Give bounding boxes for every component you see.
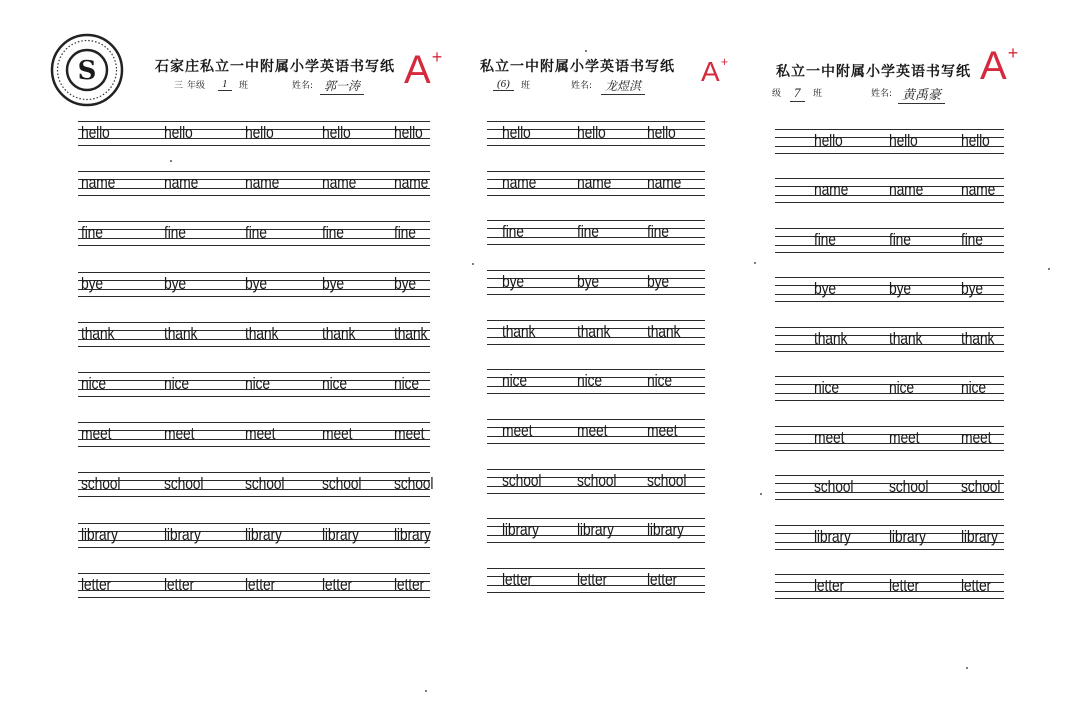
practice-word: library [577, 520, 614, 539]
practice-word: library [961, 527, 998, 546]
practice-word: hello [322, 123, 351, 142]
practice-word: fine [814, 230, 836, 249]
practice-row [775, 426, 1004, 451]
practice-word: letter [647, 570, 678, 589]
practice-word: hello [889, 131, 918, 150]
practice-word: nice [814, 378, 839, 397]
ruled-line [775, 426, 1004, 427]
practice-word: thank [164, 324, 198, 343]
practice-word: nice [502, 371, 527, 390]
practice-word: letter [577, 570, 608, 589]
practice-row [775, 277, 1004, 302]
practice-word: fine [502, 222, 524, 241]
practice-word: nice [647, 371, 672, 390]
ruled-line [775, 598, 1004, 599]
grade-mark-letter: A [701, 56, 720, 87]
practice-word: nice [889, 378, 914, 397]
ruled-line [775, 574, 1004, 575]
practice-word: nice [81, 374, 106, 393]
practice-word: name [814, 180, 849, 199]
grade-mark-plus: + [431, 47, 443, 67]
practice-word: letter [245, 575, 276, 594]
grade-mark-letter: A [980, 44, 1007, 88]
practice-row [775, 574, 1004, 599]
grade-mark-plus: + [1007, 43, 1019, 63]
practice-word: meet [647, 421, 678, 440]
grade-number: 三 [174, 81, 184, 91]
practice-word: letter [394, 575, 425, 594]
practice-word: letter [322, 575, 353, 594]
practice-word: name [245, 173, 280, 192]
practice-word: hello [245, 123, 274, 142]
practice-word: name [647, 173, 682, 192]
practice-word: school [577, 471, 617, 490]
practice-word: library [245, 525, 282, 544]
practice-word: hello [164, 123, 193, 142]
practice-word: meet [814, 428, 845, 447]
practice-word: bye [577, 272, 599, 291]
ruled-line [775, 450, 1004, 451]
grade-label: 年级 [187, 81, 206, 91]
practice-word: library [322, 525, 359, 544]
class-label: 班 [239, 81, 249, 91]
practice-word: bye [502, 272, 524, 291]
practice-word: thank [245, 324, 279, 343]
practice-word: thank [577, 322, 611, 341]
scan-speck [754, 262, 756, 264]
practice-word: thank [814, 329, 848, 348]
practice-word: letter [961, 576, 992, 595]
sheet-title: 私立一中附属小学英语书写纸 [776, 64, 971, 80]
practice-row [775, 525, 1004, 550]
practice-word: bye [647, 272, 669, 291]
ruled-line [775, 499, 1004, 500]
practice-word: fine [647, 222, 669, 241]
practice-word: hello [577, 123, 606, 142]
practice-word: library [647, 520, 684, 539]
practice-word: letter [164, 575, 195, 594]
grade-mark-letter: A [404, 48, 431, 92]
practice-word: hello [961, 131, 990, 150]
practice-word: letter [814, 576, 845, 595]
student-name: 郭一涛 [320, 77, 364, 95]
practice-word: name [889, 180, 924, 199]
practice-word: meet [889, 428, 920, 447]
practice-word: thank [81, 324, 115, 343]
ruled-line [775, 178, 1004, 179]
practice-word: name [577, 173, 612, 192]
practice-word: hello [647, 123, 676, 142]
class-number: 1 [218, 78, 232, 91]
practice-word: school [81, 474, 121, 493]
ruled-line [775, 228, 1004, 229]
ruled-line [775, 351, 1004, 352]
practice-word: name [164, 173, 199, 192]
practice-word: library [889, 527, 926, 546]
practice-word: nice [322, 374, 347, 393]
practice-word: hello [81, 123, 110, 142]
practice-word: school [164, 474, 204, 493]
practice-word: meet [245, 424, 276, 443]
scan-speck [585, 50, 587, 52]
ruled-line [775, 376, 1004, 377]
ruled-line [775, 327, 1004, 328]
practice-word: school [647, 471, 687, 490]
ruled-line [775, 475, 1004, 476]
practice-word: bye [814, 279, 836, 298]
practice-word: bye [164, 274, 186, 293]
practice-word: bye [394, 274, 416, 293]
name-label: 姓名: [292, 81, 314, 91]
practice-word: school [814, 477, 854, 496]
practice-word: nice [164, 374, 189, 393]
ruled-line [775, 301, 1004, 302]
practice-word: meet [961, 428, 992, 447]
student-name: 黄禹豪 [898, 84, 945, 104]
ruled-line [775, 202, 1004, 203]
ruled-line [775, 252, 1004, 253]
practice-word: bye [322, 274, 344, 293]
practice-word: school [245, 474, 285, 493]
practice-row [775, 178, 1004, 203]
practice-word: library [814, 527, 851, 546]
practice-word: nice [961, 378, 986, 397]
ruled-line [775, 525, 1004, 526]
practice-word: library [164, 525, 201, 544]
practice-word: fine [81, 223, 103, 242]
practice-word: fine [245, 223, 267, 242]
practice-word: thank [961, 329, 995, 348]
practice-word: meet [81, 424, 112, 443]
practice-word: name [502, 173, 537, 192]
name-label: 姓名: [571, 81, 593, 91]
ruled-line [775, 153, 1004, 154]
practice-word: nice [245, 374, 270, 393]
practice-word: fine [322, 223, 344, 242]
class-label: 班 [521, 81, 531, 91]
scan-speck [472, 263, 474, 265]
sheet-title: 私立一中附属小学英语书写纸 [480, 59, 675, 75]
class-number: (6) [493, 78, 514, 91]
practice-word: nice [394, 374, 419, 393]
practice-word: fine [961, 230, 983, 249]
ruled-line [775, 549, 1004, 550]
practice-word: thank [394, 324, 428, 343]
practice-word: library [81, 525, 118, 544]
practice-word: thank [889, 329, 923, 348]
ruled-line [775, 129, 1004, 130]
student-name: 龙煜淇 [601, 77, 645, 95]
name-label: 姓名: [871, 89, 893, 99]
ruled-line [775, 277, 1004, 278]
practice-word: hello [394, 123, 423, 142]
practice-row [775, 475, 1004, 500]
practice-word: thank [502, 322, 536, 341]
practice-word: hello [502, 123, 531, 142]
practice-word: bye [81, 274, 103, 293]
class-label: 班 [813, 89, 823, 99]
grade-mark [980, 43, 1019, 88]
scan-speck [760, 493, 762, 495]
grade-mark-plus: + [720, 55, 729, 69]
practice-word: hello [814, 131, 843, 150]
sheet-title: 石家庄私立一中附属小学英语书写纸 [155, 59, 395, 75]
practice-word: school [394, 474, 434, 493]
practice-word: fine [577, 222, 599, 241]
practice-row [775, 129, 1004, 154]
scan-speck [966, 667, 968, 669]
practice-word: meet [394, 424, 425, 443]
scan-speck [170, 160, 172, 162]
practice-word: name [322, 173, 357, 192]
practice-word: letter [502, 570, 533, 589]
practice-word: school [961, 477, 1001, 496]
practice-word: thank [647, 322, 681, 341]
practice-word: letter [81, 575, 112, 594]
practice-word: meet [502, 421, 533, 440]
practice-word: thank [322, 324, 356, 343]
practice-word: meet [577, 421, 608, 440]
scan-speck [1048, 268, 1050, 270]
scan-speck [425, 690, 427, 692]
practice-word: bye [961, 279, 983, 298]
practice-word: name [81, 173, 116, 192]
practice-word: fine [889, 230, 911, 249]
ruled-line [775, 400, 1004, 401]
practice-word: library [502, 520, 539, 539]
practice-row [775, 376, 1004, 401]
practice-word: fine [394, 223, 416, 242]
grade-label: 级 [772, 89, 782, 99]
practice-word: meet [164, 424, 195, 443]
practice-word: school [322, 474, 362, 493]
class-number: 7 [790, 85, 805, 102]
practice-word: meet [322, 424, 353, 443]
practice-word: library [394, 525, 431, 544]
practice-word: school [889, 477, 929, 496]
practice-word: bye [245, 274, 267, 293]
practice-word: letter [889, 576, 920, 595]
practice-word: bye [889, 279, 911, 298]
practice-word: nice [577, 371, 602, 390]
practice-row [775, 228, 1004, 253]
practice-word: name [961, 180, 996, 199]
practice-word: school [502, 471, 542, 490]
practice-word: fine [164, 223, 186, 242]
practice-row [775, 327, 1004, 352]
practice-word: name [394, 173, 429, 192]
seal-letter: S [77, 56, 97, 86]
